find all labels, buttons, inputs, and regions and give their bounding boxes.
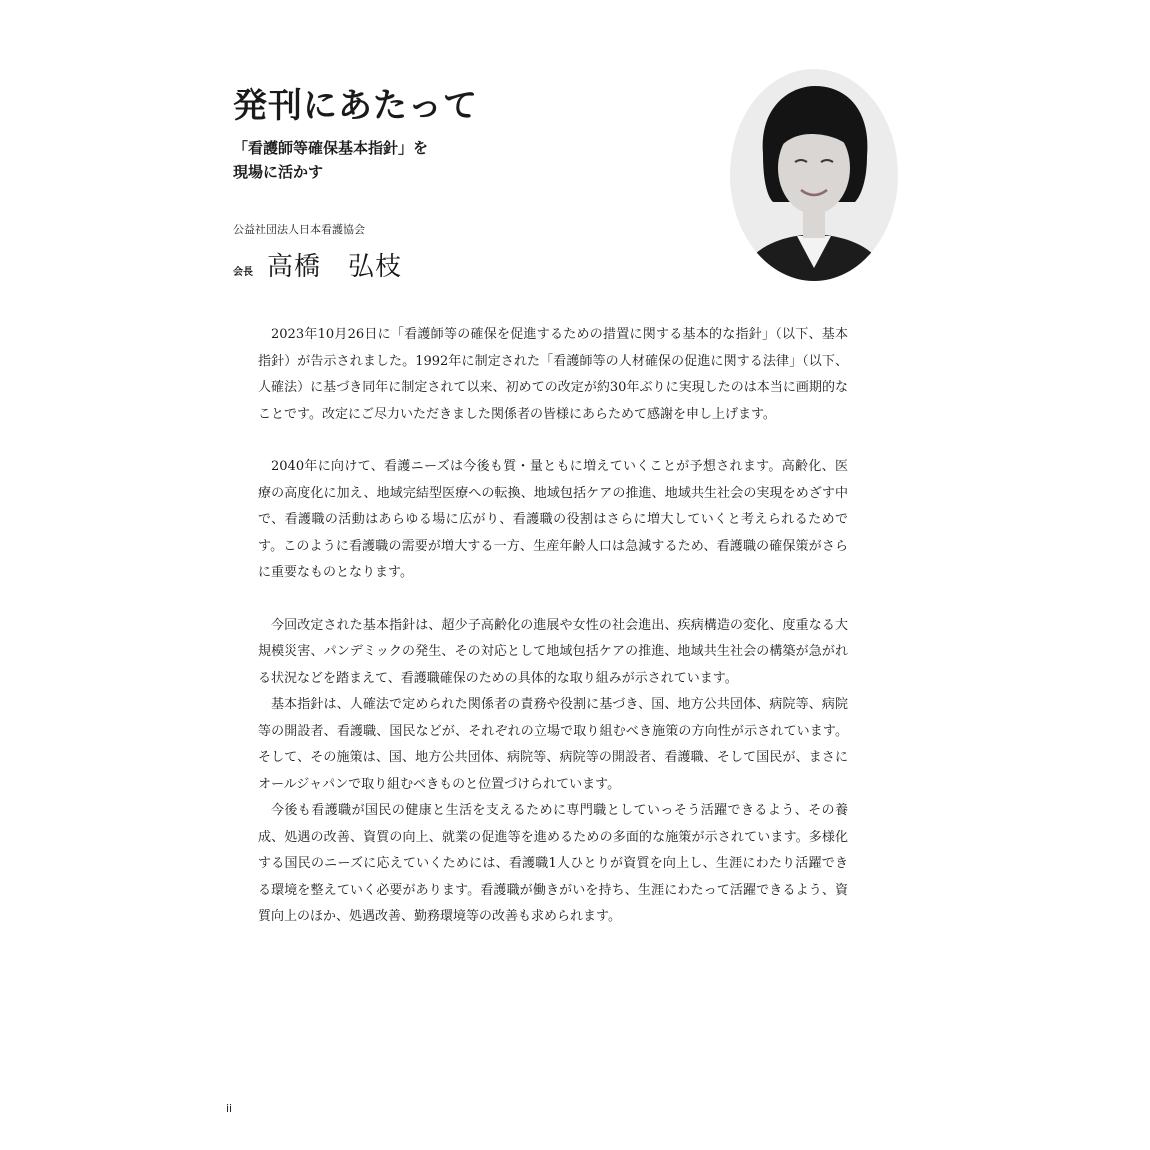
author-portrait xyxy=(729,68,899,282)
page-title: 発刊にあたって xyxy=(233,86,478,126)
author-line xyxy=(233,246,402,283)
author-organization: 公益社団法人日本看護協会 xyxy=(233,223,365,236)
paragraph: 今回改定された基本指針は、超少子高齢化の進展や女性の社会進出、疾病構造の変化、度重なる大規模災害、パンデミックの発生、その対応として地域包括ケアの推進、地域共生社会の構築が急がれる状況などを踏まえて、看護職確保のための具体的な取り組みが示されています。 xyxy=(258,617,848,686)
paragraph: 今後も看護職が国民の健康と生活を支えるために専門職としていっそう活躍できるよう、その養成、処遇の改善、資質の向上、就業の促進等を進めるための多面的な施策が示されています。多様化する国民のニーズに応えていくためには、看護職1人ひとりが資質を向上し、生涯にわたり活躍できる環境を整えていく必要があります。看護職が働きがいを持ち、生涯にわたって活躍できるよう、資質向上のほか、処遇改善、勤務環境等の改善も求められます。 xyxy=(258,803,848,924)
subtitle-line-2: 現場に活かす xyxy=(233,163,324,181)
page-number: ii xyxy=(226,1102,233,1115)
subtitle-line-1: 「看護師等確保基本指針」を xyxy=(233,139,429,157)
paragraph: 2023年10月26日に「看護師等の確保を促進するための措置に関する基本的な指針」（以下、基本指針）が告示されました。1992年に制定された「看護師等の人材確保の促進に関する法律」（以下、人確法）に基づき同年に制定されて以来、初めての改定が約30年ぶりに実現したのは本当に画期的なことです。改定にご尽力いただきました関係者の皆様にあらためて感謝を申し上げます。 xyxy=(258,327,848,422)
body-text xyxy=(258,322,848,931)
subtitle xyxy=(233,136,428,184)
paragraph: 2040年に向けて、看護ニーズは今後も質・量ともに増えていくことが予想されます。高齢化、医療の高度化に加え、地域完結型医療への転換、地域包括ケアの推進、地域共生社会の実現をめざす中で、看護職の活動はあらゆる場に広がり、看護職の役割はさらに増大していくと考えられるためです。このように看護職の需要が増大する一方、生産年齢人口は急減するため、看護職の確保策がさらに重要なものとなります。 xyxy=(258,459,848,580)
author-role: 会長 xyxy=(233,267,253,278)
paragraph: 基本指針は、人確法で定められた関係者の責務や役割に基づき、国、地方公共団体、病院等、病院等の開設者、看護職、国民などが、それぞれの立場で取り組むべき施策の方向性が示されています。そして、その施策は、国、地方公共団体、病院等、病院等の開設者、看護職、そして国民が、まさにオールジャパンで取り組むべきものと位置づけられています。 xyxy=(258,697,848,792)
author-name: 高橋 弘枝 xyxy=(267,252,403,282)
